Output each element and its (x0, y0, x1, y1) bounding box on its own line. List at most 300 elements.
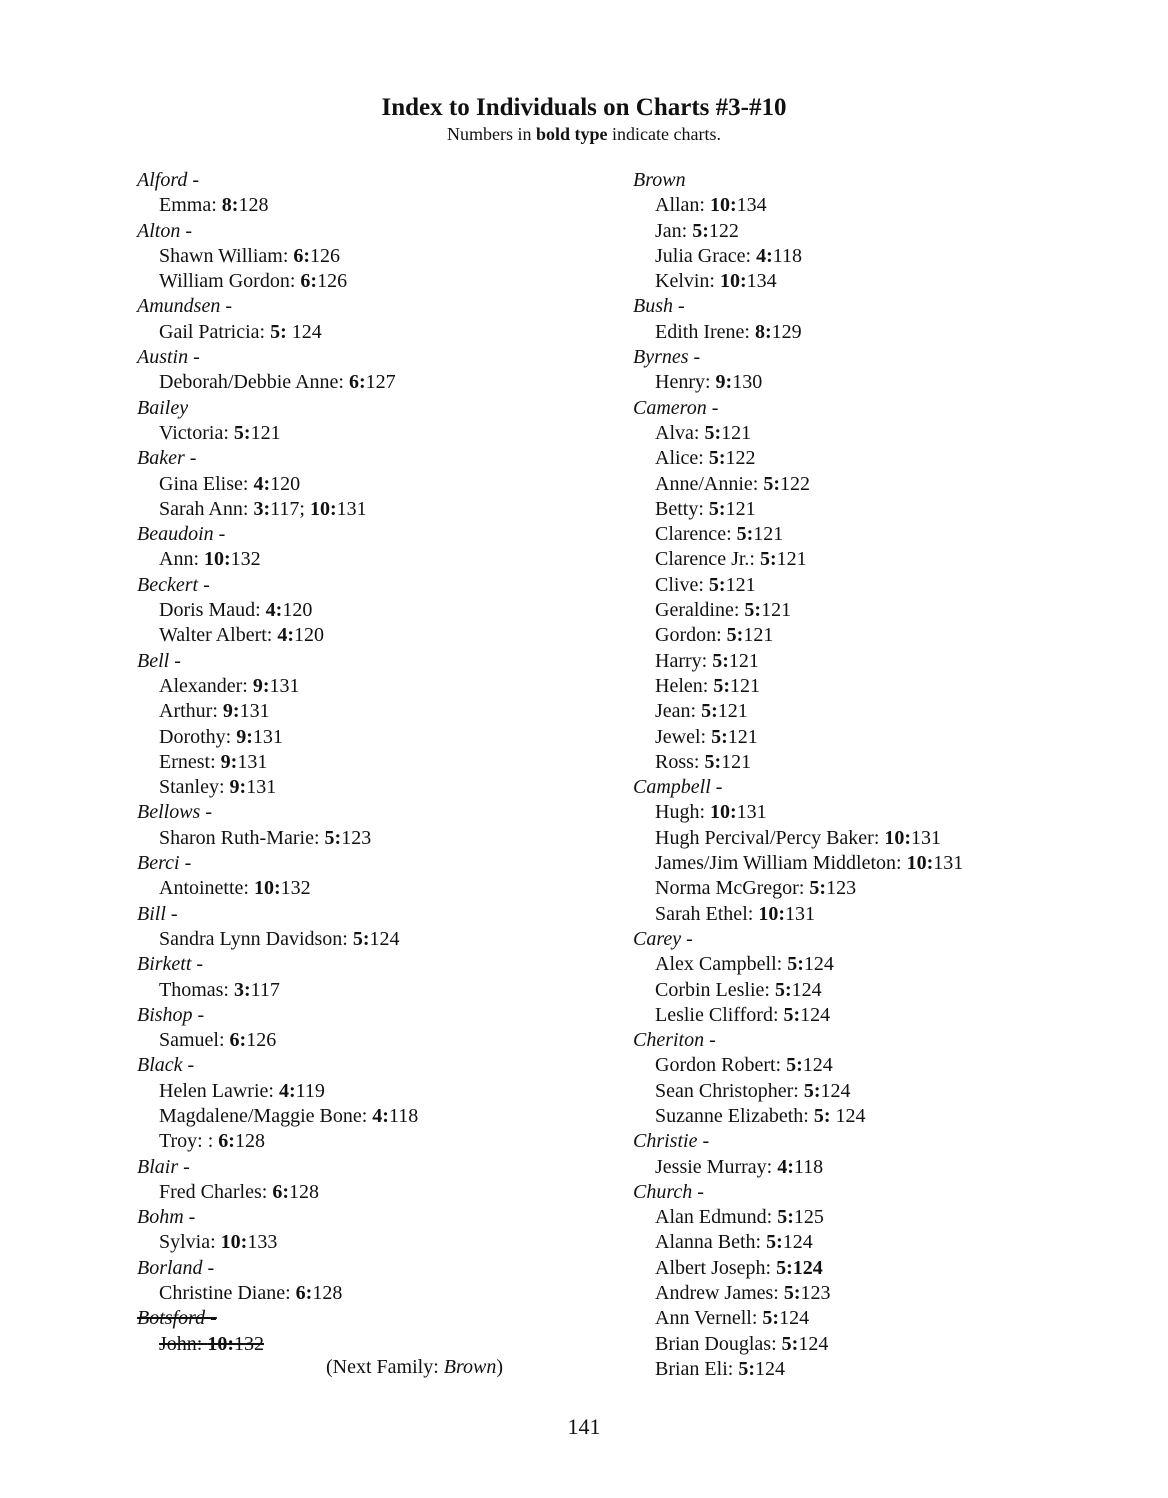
person-name: Sylvia: (159, 1231, 221, 1254)
ref-colon: : (711, 700, 718, 723)
person-name: Jessie Murray: (655, 1155, 778, 1178)
page-number: 141 (567, 1414, 601, 1439)
page-ref: 128 (288, 1180, 319, 1203)
person-name: Anne/Annie: (655, 472, 764, 495)
index-column-left (137, 168, 418, 1357)
ref-colon: : (786, 1256, 793, 1279)
page-ref: 118 (388, 1104, 419, 1127)
chart-number: 5 (781, 1332, 792, 1355)
page-ref: 132 (230, 548, 261, 571)
person-name: Victoria: (159, 421, 234, 444)
chart-number: 8 (221, 194, 232, 217)
page-ref: 123 (826, 877, 857, 900)
person-entry (633, 1079, 963, 1104)
person-name: Alva: (655, 421, 705, 444)
chart-number: 10 (309, 497, 330, 520)
chart-number: 5 (704, 421, 715, 444)
ref-colon: : (273, 877, 281, 900)
ref-colon: : (227, 1332, 235, 1355)
chart-number: 5 (324, 826, 335, 849)
page-ref: 124 (286, 320, 322, 343)
person-name: Hugh: (655, 801, 710, 824)
family-surname: Bellows - (137, 801, 212, 824)
ref-colon: : (305, 1282, 313, 1305)
person-entry (137, 320, 418, 345)
page-ref: 121 (729, 674, 760, 697)
page-ref: 124 (800, 1003, 831, 1026)
person-name: Thomas: (159, 978, 234, 1001)
ref-colon: : (773, 472, 780, 495)
ref-colon: : (718, 497, 726, 520)
page-ref: 126 (246, 1029, 277, 1052)
person-entry (137, 1104, 418, 1129)
person-name: William Gordon: (159, 270, 301, 293)
ref-colon: : (718, 573, 726, 596)
person-entry (633, 421, 963, 446)
page-ref: 122 (779, 472, 810, 495)
family-surname: Alford - (137, 169, 200, 191)
chart-number: 4 (278, 1079, 289, 1102)
chart-number: 3 (234, 978, 244, 1001)
ref-colon: : (813, 1079, 821, 1102)
person-name: Suzanne Elizabeth: (655, 1104, 814, 1127)
person-name: Alexander: (159, 674, 253, 697)
page-ref: 122 (708, 219, 739, 242)
page-ref: 121 (753, 523, 784, 546)
chart-number: 9 (236, 725, 247, 748)
person-entry (633, 978, 963, 1003)
index-column-right (633, 168, 963, 1382)
person-name: Albert Joseph: (655, 1256, 777, 1279)
chart-number: 6 (272, 1180, 283, 1203)
chart-number: 6 (293, 244, 304, 267)
page-ref: 121 (721, 421, 752, 444)
chart-number: 10 (710, 194, 730, 217)
ref-colon: : (228, 1130, 235, 1153)
ref-colon: : (796, 1054, 803, 1077)
person-entry (137, 244, 418, 269)
person-entry (137, 1129, 418, 1154)
ref-colon: : (239, 1029, 247, 1052)
family-surname: Bishop - (137, 1003, 205, 1026)
person-name: Leslie Clifford: (655, 1003, 784, 1026)
ref-colon: : (787, 1155, 794, 1178)
person-entry (633, 800, 963, 825)
family-surname: Blair - (137, 1155, 190, 1178)
person-name: Clive: (655, 573, 709, 596)
person-name: Henry: (655, 371, 716, 394)
ref-colon: : (224, 548, 231, 571)
chart-number: 5 (803, 1079, 814, 1102)
page-ref: 119 (295, 1079, 325, 1102)
family-surname: Cheriton - (633, 1029, 716, 1052)
page-ref: 121 (776, 548, 807, 571)
ref-colon: : (819, 877, 827, 900)
page-ref: 126 (310, 244, 341, 267)
subtitle-bold: bold type (536, 124, 608, 144)
chart-number: 5 (233, 421, 244, 444)
ref-colon: : (772, 1307, 780, 1330)
page-ref: 130 (732, 371, 763, 394)
person-name: Gordon Robert: (655, 1054, 787, 1077)
page-ref: 134 (736, 194, 767, 217)
chart-number: 6 (300, 270, 311, 293)
family-surname: Bell - (137, 649, 181, 672)
ref-colon: : (787, 1206, 794, 1229)
person-entry (137, 674, 418, 699)
next-family-suffix: ) (496, 1356, 504, 1378)
chart-number: 10 (720, 270, 740, 293)
person-name: Ann Vernell: (655, 1307, 763, 1330)
person-entry (633, 1155, 963, 1180)
person-entry (137, 978, 418, 1003)
person-name: Arthur: (159, 700, 223, 723)
chart-number: 5 (776, 1256, 787, 1279)
ref-colon: : (748, 1357, 755, 1380)
ref-colon: : (725, 371, 733, 394)
ref-colon: : (702, 219, 709, 242)
chart-number: 10 (207, 1332, 228, 1355)
person-entry (137, 598, 418, 623)
person-name: Andrew James: (655, 1282, 784, 1305)
ref-colon: : (714, 421, 722, 444)
chart-number: 10 (253, 877, 274, 900)
chart-number: 4 (756, 244, 767, 267)
ref-colon: : (362, 927, 370, 950)
page-ref: 121 (725, 497, 756, 520)
person-entry (137, 370, 418, 395)
ref-colon: : (776, 1231, 783, 1254)
person-name: Ross: (655, 750, 705, 773)
person-entry (633, 1281, 963, 1306)
ref-colon: : (797, 953, 804, 976)
chart-number: 10 (204, 548, 224, 571)
person-name: Stanley: (159, 776, 230, 799)
person-entry (633, 1104, 963, 1129)
person-entry (137, 750, 418, 775)
person-entry (633, 1230, 963, 1255)
page-ref: 131 (246, 776, 277, 799)
chart-number: 10 (710, 801, 730, 824)
person-entry (633, 649, 963, 674)
chart-number: 5 (270, 320, 281, 343)
person-name: Fred Charles: (159, 1180, 273, 1203)
chart-number: 5 (762, 1307, 773, 1330)
page-ref: 118 (793, 1155, 824, 1178)
page-ref: 129 (771, 320, 802, 343)
ref-colon: : (288, 1079, 296, 1102)
ref-colon: : (718, 447, 726, 470)
page-ref: 121 (728, 649, 759, 672)
person-name: Sandra Lynn Davidson: (159, 927, 353, 950)
ref-colon: : (740, 270, 747, 293)
person-entry (633, 219, 963, 244)
chart-number: 9 (252, 674, 263, 697)
person-entry (633, 674, 963, 699)
person-name: Sarah Ethel: (655, 902, 759, 925)
person-entry (633, 750, 963, 775)
person-name: Christine Diane: (159, 1282, 296, 1305)
ref-colon: : (287, 624, 295, 647)
chart-number: 6 (229, 1029, 240, 1052)
page-ref: 121 (250, 421, 281, 444)
chart-number: 4 (277, 624, 288, 647)
person-name: Clarence: (655, 523, 737, 546)
ref-colon: : (926, 852, 934, 875)
chart-number: 5 (787, 953, 798, 976)
chart-number: 4 (372, 1104, 383, 1127)
person-entry (137, 1230, 418, 1255)
person-name: Gordon: (655, 624, 727, 647)
page-ref: 126 (317, 270, 348, 293)
person-name: Alice: (655, 447, 709, 470)
page-ref: 123 (341, 826, 372, 849)
person-name: Dorothy: (159, 725, 237, 748)
ref-colon: : (303, 244, 311, 267)
person-name: Shawn William: (159, 244, 294, 267)
person-entry (633, 826, 963, 851)
chart-number: 8 (754, 320, 765, 343)
person-entry (633, 269, 963, 294)
person-name: Sharon Ruth-Marie: (159, 826, 325, 849)
person-entry (633, 522, 963, 547)
page-ref: 124 (802, 1054, 833, 1077)
ref-colon: : (282, 1180, 289, 1203)
ref-colon: : (904, 826, 912, 849)
person-entry (137, 1332, 418, 1357)
chart-number: 5 (711, 725, 722, 748)
ref-colon: : (714, 750, 722, 773)
chart-number: 6 (218, 1130, 229, 1153)
family-surname: Cameron - (633, 396, 719, 419)
ref-colon: : (230, 750, 238, 773)
person-name: Ann: (159, 548, 204, 571)
page-ref: 117 (250, 978, 280, 1001)
family-surname: Bill - (137, 902, 178, 925)
chart-number: 10 (884, 826, 905, 849)
person-entry (633, 573, 963, 598)
page-ref: 124 (830, 1104, 866, 1127)
chart-number: 5 (692, 219, 703, 242)
ref-colon: : (310, 270, 318, 293)
ref-colon: : (232, 700, 240, 723)
person-name: Kelvin: (655, 270, 720, 293)
chart-number: 10 (906, 852, 927, 875)
chart-number: 5 (783, 1282, 794, 1305)
person-entry (633, 725, 963, 750)
page-ref: 131 (911, 826, 942, 849)
page-ref: 121 (717, 700, 748, 723)
chart-number: 6 (295, 1282, 306, 1305)
person-name: Emma: (159, 194, 222, 217)
page-ref: 133 (247, 1231, 278, 1254)
chart-number: 5 (704, 750, 715, 773)
person-entry (137, 725, 418, 750)
page-ref: 128 (234, 1130, 265, 1153)
page-ref: 124 (792, 1256, 823, 1279)
chart-number: 5 (708, 573, 719, 596)
page-ref: 121 (727, 725, 758, 748)
family-surname: Byrnes - (633, 346, 701, 369)
person-name: Allan: (655, 194, 710, 217)
ref-colon: : (823, 1104, 831, 1127)
person-name: Alex Campbell: (655, 953, 788, 976)
person-entry (137, 1028, 418, 1053)
chart-number: 9 (222, 700, 233, 723)
ref-colon: : (246, 725, 253, 748)
person-name: Helen: (655, 674, 714, 697)
chart-number: 5 (708, 497, 719, 520)
chart-number: 5 (766, 1231, 777, 1254)
page-title: Index to Individuals on Charts #3-#10 (381, 94, 787, 121)
page-ref: 131 (736, 801, 767, 824)
person-entry (633, 446, 963, 471)
ref-colon: : (722, 649, 729, 672)
person-name: Gina Elise: (159, 472, 254, 495)
chart-number: 5 (738, 1357, 749, 1380)
next-family-prefix: (Next Family: (326, 1356, 444, 1378)
person-entry (633, 1003, 963, 1028)
chart-number: 5 (777, 1206, 788, 1229)
ref-colon: : (769, 548, 777, 571)
chart-number: 10 (220, 1231, 241, 1254)
person-entry (137, 699, 418, 724)
family-surname: Black - (137, 1054, 195, 1077)
ref-colon: : (239, 776, 247, 799)
page-ref: 123 (800, 1282, 831, 1305)
page-ref: 125 (793, 1206, 824, 1229)
chart-number: 5 (763, 472, 774, 495)
family-surname: Christie - (633, 1130, 710, 1153)
page-ref: 122 (725, 447, 756, 470)
person-entry (137, 927, 418, 952)
page-ref: 124 (755, 1357, 785, 1380)
family-surname: Birkett - (137, 953, 204, 976)
ref-colon: : (231, 194, 239, 217)
person-entry (137, 1281, 418, 1306)
page-ref: 134 (746, 270, 777, 293)
page-ref: 131 (784, 902, 815, 925)
person-name: Geraldine: (655, 599, 745, 622)
chart-number: 5 (708, 447, 719, 470)
person-name: Jean: (655, 700, 702, 723)
person-entry (633, 699, 963, 724)
person-name: Troy: : (159, 1130, 219, 1153)
ref-colon: : (243, 421, 251, 444)
page-ref: 132 (234, 1332, 265, 1355)
page-ref: 124 (798, 1332, 829, 1355)
person-entry (633, 598, 963, 623)
person-entry (633, 1053, 963, 1078)
person-entry (633, 1256, 963, 1281)
chart-number: 5 (774, 978, 785, 1001)
person-entry (633, 193, 963, 218)
page-subtitle (0, 122, 1168, 146)
person-name: Gail Patricia: (159, 320, 271, 343)
chart-number: 5 (712, 649, 723, 672)
family-surname: Austin - (137, 346, 200, 369)
person-entry (633, 1357, 963, 1382)
ref-colon: : (334, 826, 342, 849)
person-name: Julia Grace: (655, 244, 757, 267)
chart-number: 5 (701, 700, 712, 723)
chart-number: 4 (253, 472, 264, 495)
person-name: Doris Maud: (159, 599, 266, 622)
ref-colon: : (746, 523, 754, 546)
person-name: Helen Lawrie: (159, 1079, 279, 1102)
chart-number: 5 (736, 523, 747, 546)
person-entry (137, 421, 418, 446)
person-name: Corbin Leslie: (655, 978, 775, 1001)
person-name: James/Jim William Middleton: (655, 852, 907, 875)
person-name: Jan: (655, 219, 693, 242)
ref-colon: : (358, 371, 366, 394)
ref-colon: : (240, 1231, 248, 1254)
chart-number: 9 (229, 776, 240, 799)
family-surname: Borland - (137, 1256, 215, 1279)
person-entry (633, 370, 963, 395)
person-entry (137, 472, 418, 497)
person-entry (137, 775, 418, 800)
chart-number: 10 (758, 902, 779, 925)
chart-number: 5 (809, 877, 820, 900)
ref-colon: : (793, 1282, 801, 1305)
person-name: Walter Albert: (159, 624, 278, 647)
ref-colon: : (766, 244, 773, 267)
chart-number: 9 (220, 750, 231, 773)
ref-colon: : (244, 978, 251, 1001)
next-family-name: Brown (443, 1356, 497, 1378)
person-name: Betty: (655, 497, 709, 520)
page-ref: 132 (280, 877, 311, 900)
person-name: Edith Irene: (655, 320, 755, 343)
family-surname: Baker - (137, 447, 197, 470)
next-family-note (326, 1355, 503, 1380)
page-ref: 131 (933, 852, 964, 875)
page-ref: 131 (239, 700, 270, 723)
chart-number: 5 (783, 1003, 794, 1026)
person-name: Antoinette: (159, 877, 254, 900)
ref-colon: : (778, 902, 785, 925)
page-ref: 121 (743, 624, 774, 647)
person-entry (137, 876, 418, 901)
ref-colon: : (329, 497, 337, 520)
person-entry (633, 547, 963, 572)
chart-number: 4 (265, 599, 276, 622)
ref-colon: : (736, 624, 744, 647)
page-ref: 124 (791, 978, 822, 1001)
person-entry (137, 269, 418, 294)
chart-number: 5 (352, 927, 363, 950)
ref-colon: : (262, 674, 270, 697)
ref-colon: : (280, 320, 287, 343)
page-ref: 120 (294, 624, 325, 647)
page-ref: 121 (721, 750, 752, 773)
person-entry (633, 851, 963, 876)
subtitle-suffix: indicate charts. (607, 124, 721, 144)
chart-number: 5 (726, 624, 737, 647)
person-entry (633, 902, 963, 927)
person-name: Brian Eli: (655, 1357, 739, 1380)
ref-colon: : (263, 497, 271, 520)
person-entry (633, 497, 963, 522)
person-name: Harry: (655, 649, 713, 672)
page-ref: 124 (803, 953, 834, 976)
family-surname: Campbell - (633, 776, 723, 799)
chart-number: 6 (348, 371, 359, 394)
person-name: Sarah Ann: (159, 497, 254, 520)
chart-number: 5 (744, 599, 755, 622)
